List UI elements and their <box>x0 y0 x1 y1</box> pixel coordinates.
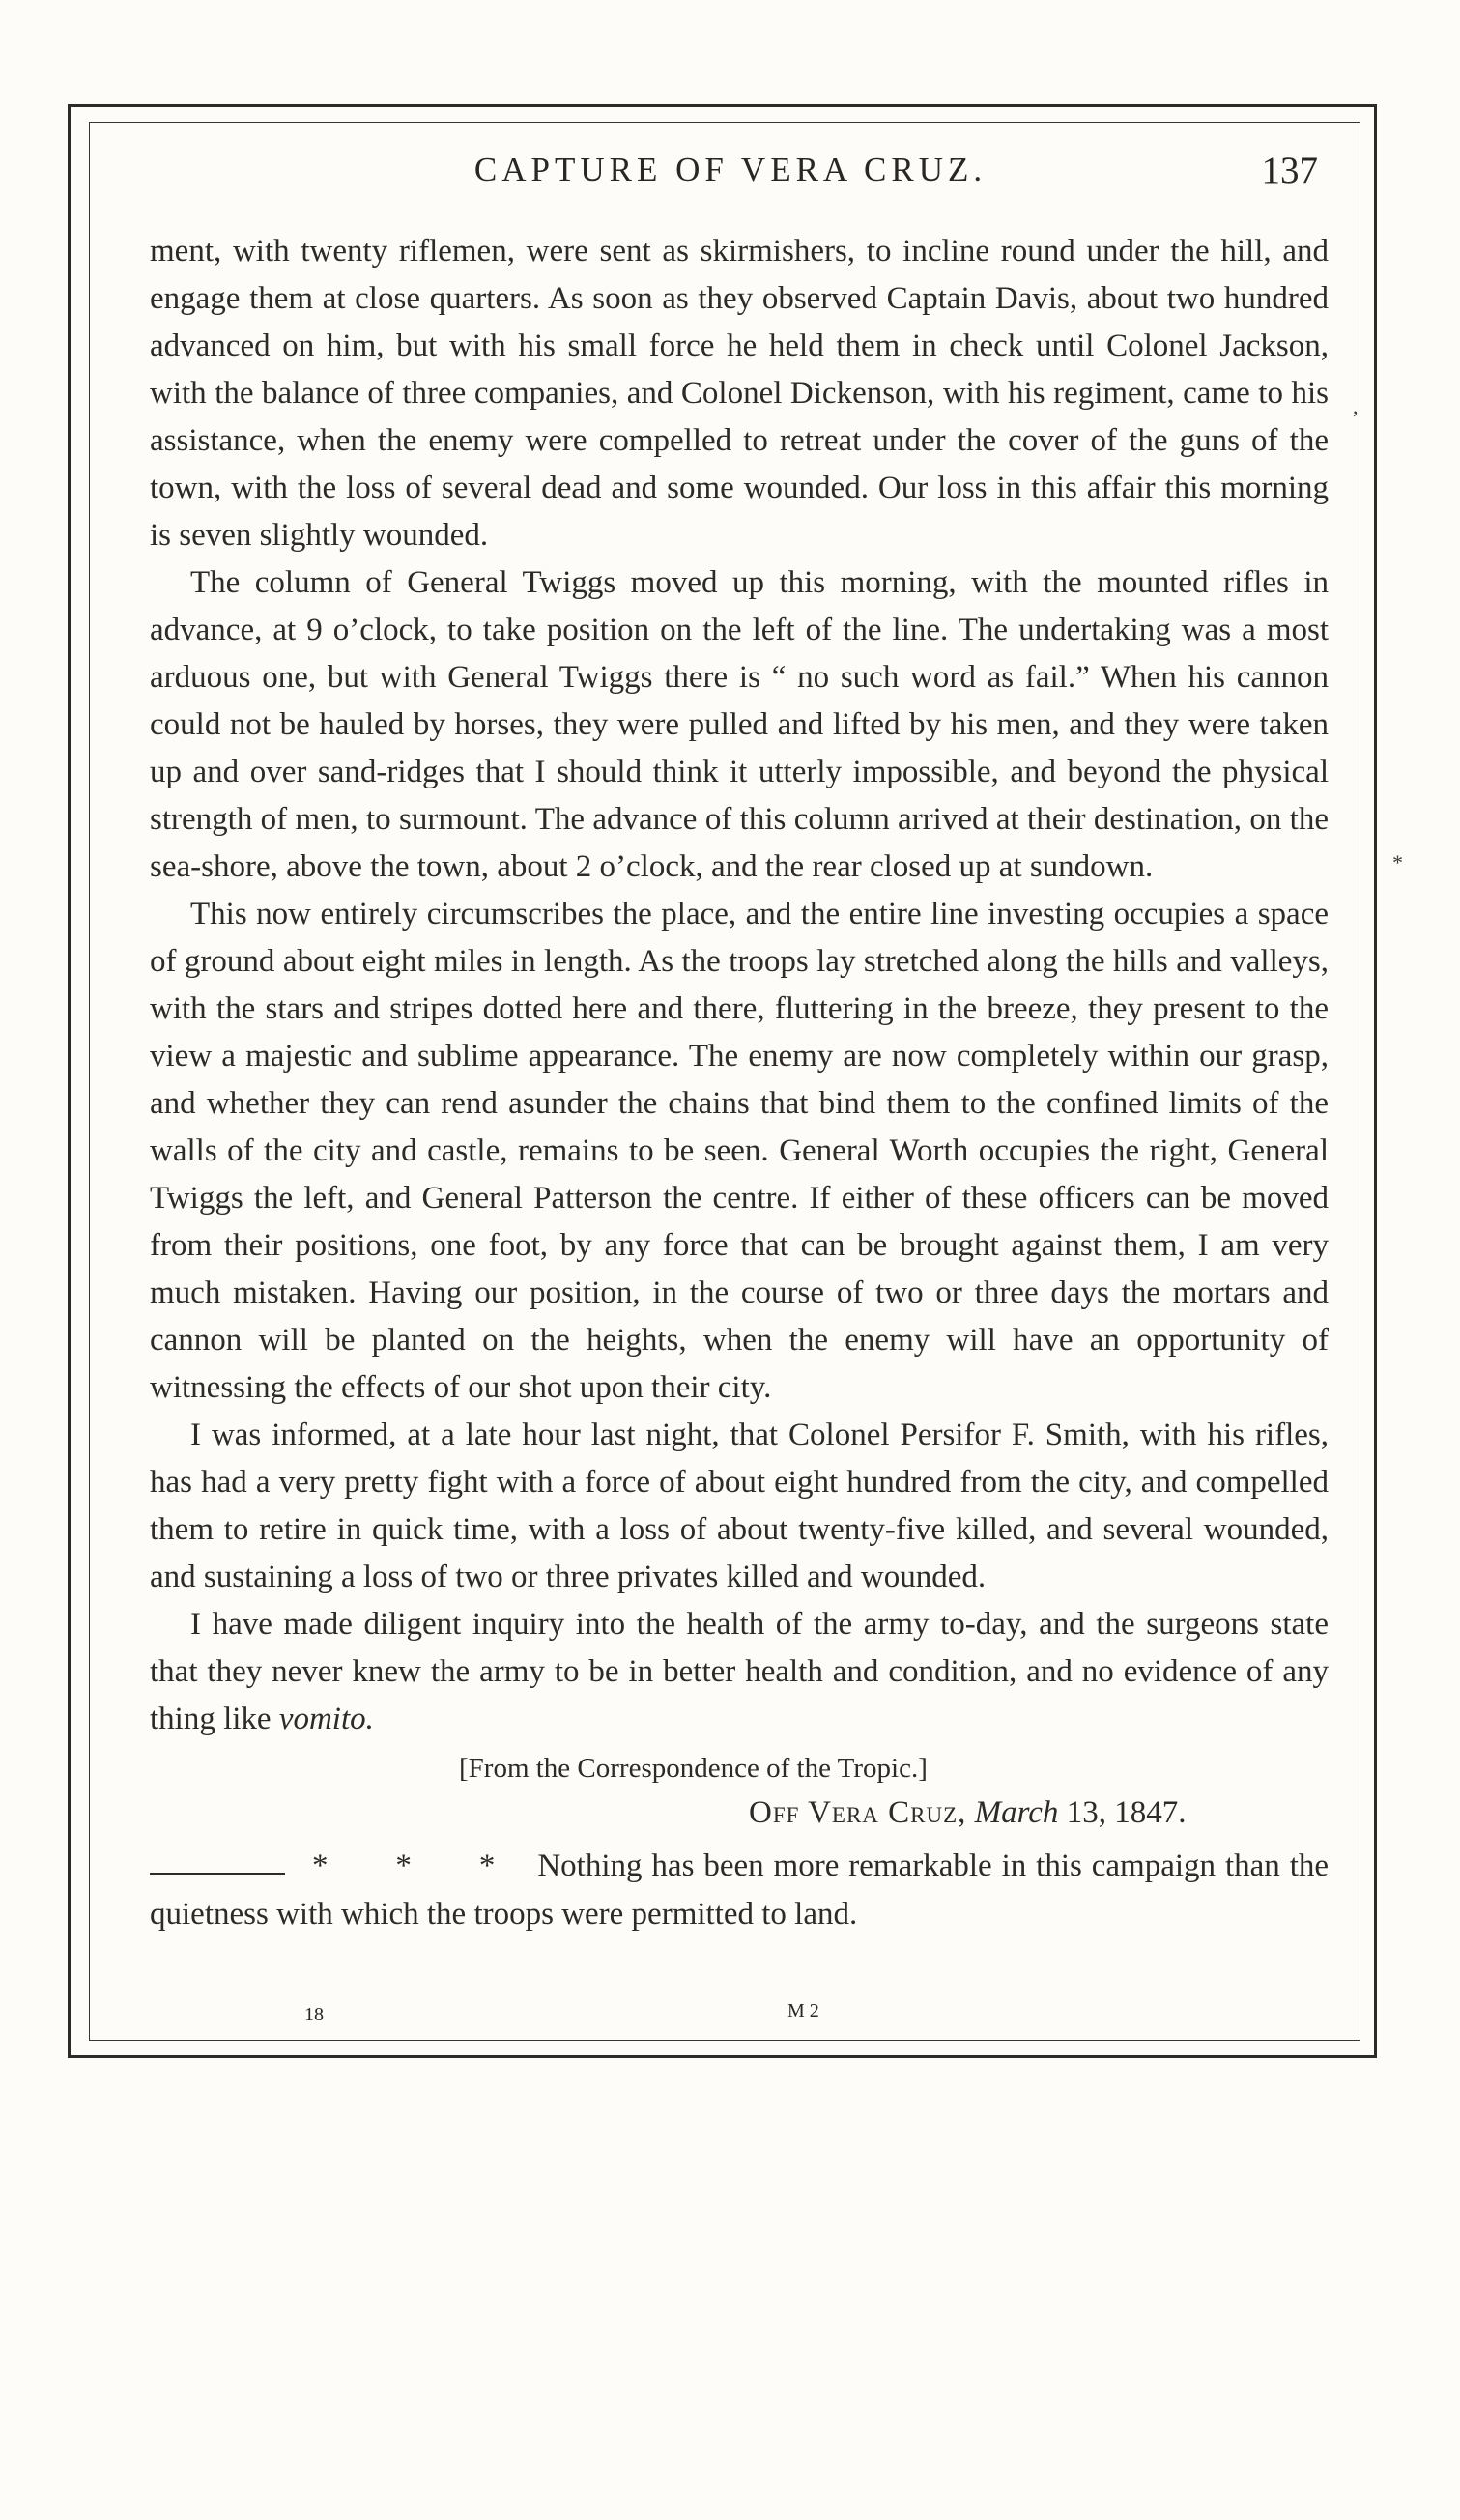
asterisks: * * * <box>312 1848 525 1883</box>
running-head <box>143 143 1318 201</box>
signature-marks <box>150 2000 1329 2039</box>
paragraph-4: I was informed, at a late hour last night, that Colonel Persifor F. Smith, with his rifles, has had a very pretty fight with a force of about eight hundred from the city, and compelled them to retire in quick time, with a loss of about twenty-five killed, and several wounded, and sustaining a loss of two or three privates killed and wounded. <box>150 1418 1329 1594</box>
italic-word: vomito. <box>278 1702 374 1736</box>
closing-paragraph <box>150 1842 1329 1938</box>
paragraph-2: The column of General Twiggs moved up this morning, with the mounted rifles in advance, at 9 o’clock, to take position on the left of the line. The undertaking was a most arduous one, but with General Twiggs there is “ no such word as fail.” When his cannon could not be hauled by horses, they were pulled and lifted by his men, and they were taken up and over sand-ridges that I should think it utterly impossible, and beyond the physical strength of men, to surmount. The advance of this column arrived at their destination, on the sea-shore, above the town, about 2 o’clock, and the rear closed up at sundown. <box>150 565 1329 884</box>
paragraph-3: This now entirely circumscribes the place, and the entire line investing occupies a space of ground about eight miles in length. As the troops lay stretched along the hills and valleys, with the stars and stripes dotted here and there, fluttering in the breeze, they present to the view a majestic and sublime appearance. The enemy are now completely within our grasp, and whether they can rend asunder the chains that bind them to the confined limits of the walls of the city and castle, remains to be seen. General Worth occupies the right, General Twiggs the left, and General Patterson the centre. If either of these officers can be moved from their positions, one foot, by any force that can be brought against them, I am very much mistaken. Having our position, in the course of two or three days the mortars and cannon will be planted on the heights, when the enemy will have an opportunity of witnessing the effects of our shot upon their city. <box>150 897 1329 1405</box>
signature-right: M 2 <box>787 2000 819 2021</box>
dash-rule <box>150 1873 285 1875</box>
dateline-place: Off Vera Cruz, <box>749 1795 967 1830</box>
body-text <box>150 228 1329 1938</box>
margin-mark-comma: , <box>1353 394 1359 418</box>
page-number: 137 <box>1261 150 1318 191</box>
running-title: CAPTURE OF VERA CRUZ. <box>473 151 988 188</box>
dateline <box>150 1790 1329 1836</box>
margin-mark-asterisk: * <box>1392 850 1403 874</box>
signature-left: 18 <box>304 2004 324 2025</box>
paragraph-1: ment, with twenty riflemen, were sent as skirmishers, to incline round under the hill, and engage them at close quarters. As soon as they observed Captain Davis, about two hundred advanced on him, but with his small force he held them in check until Colonel Jackson, with the balance of three companies, and Colonel Dickenson, with his regiment, came to his assistance, when the enemy were compelled to retreat under the cover of the guns of the town, with the loss of several dead and some wounded. Our loss in this affair this morning is seven slightly wounded. <box>150 234 1329 553</box>
paragraph-5 <box>150 1601 1329 1743</box>
dateline-month: March <box>974 1795 1059 1830</box>
dateline-date: 13, 1847. <box>1066 1795 1187 1830</box>
paragraph-5-text: I have made diligent inquiry into the health of the army to-day, and the surgeons state that they never knew the army to be in better health and condition, and no evidence of any thing like <box>150 1607 1329 1736</box>
source-note: [From the Correspondence of the Tropic.] <box>459 1753 928 1784</box>
closing-text: Nothing has been more remarkable in this campaign than the quietness with which the troops were permitted to land. <box>150 1848 1330 1932</box>
